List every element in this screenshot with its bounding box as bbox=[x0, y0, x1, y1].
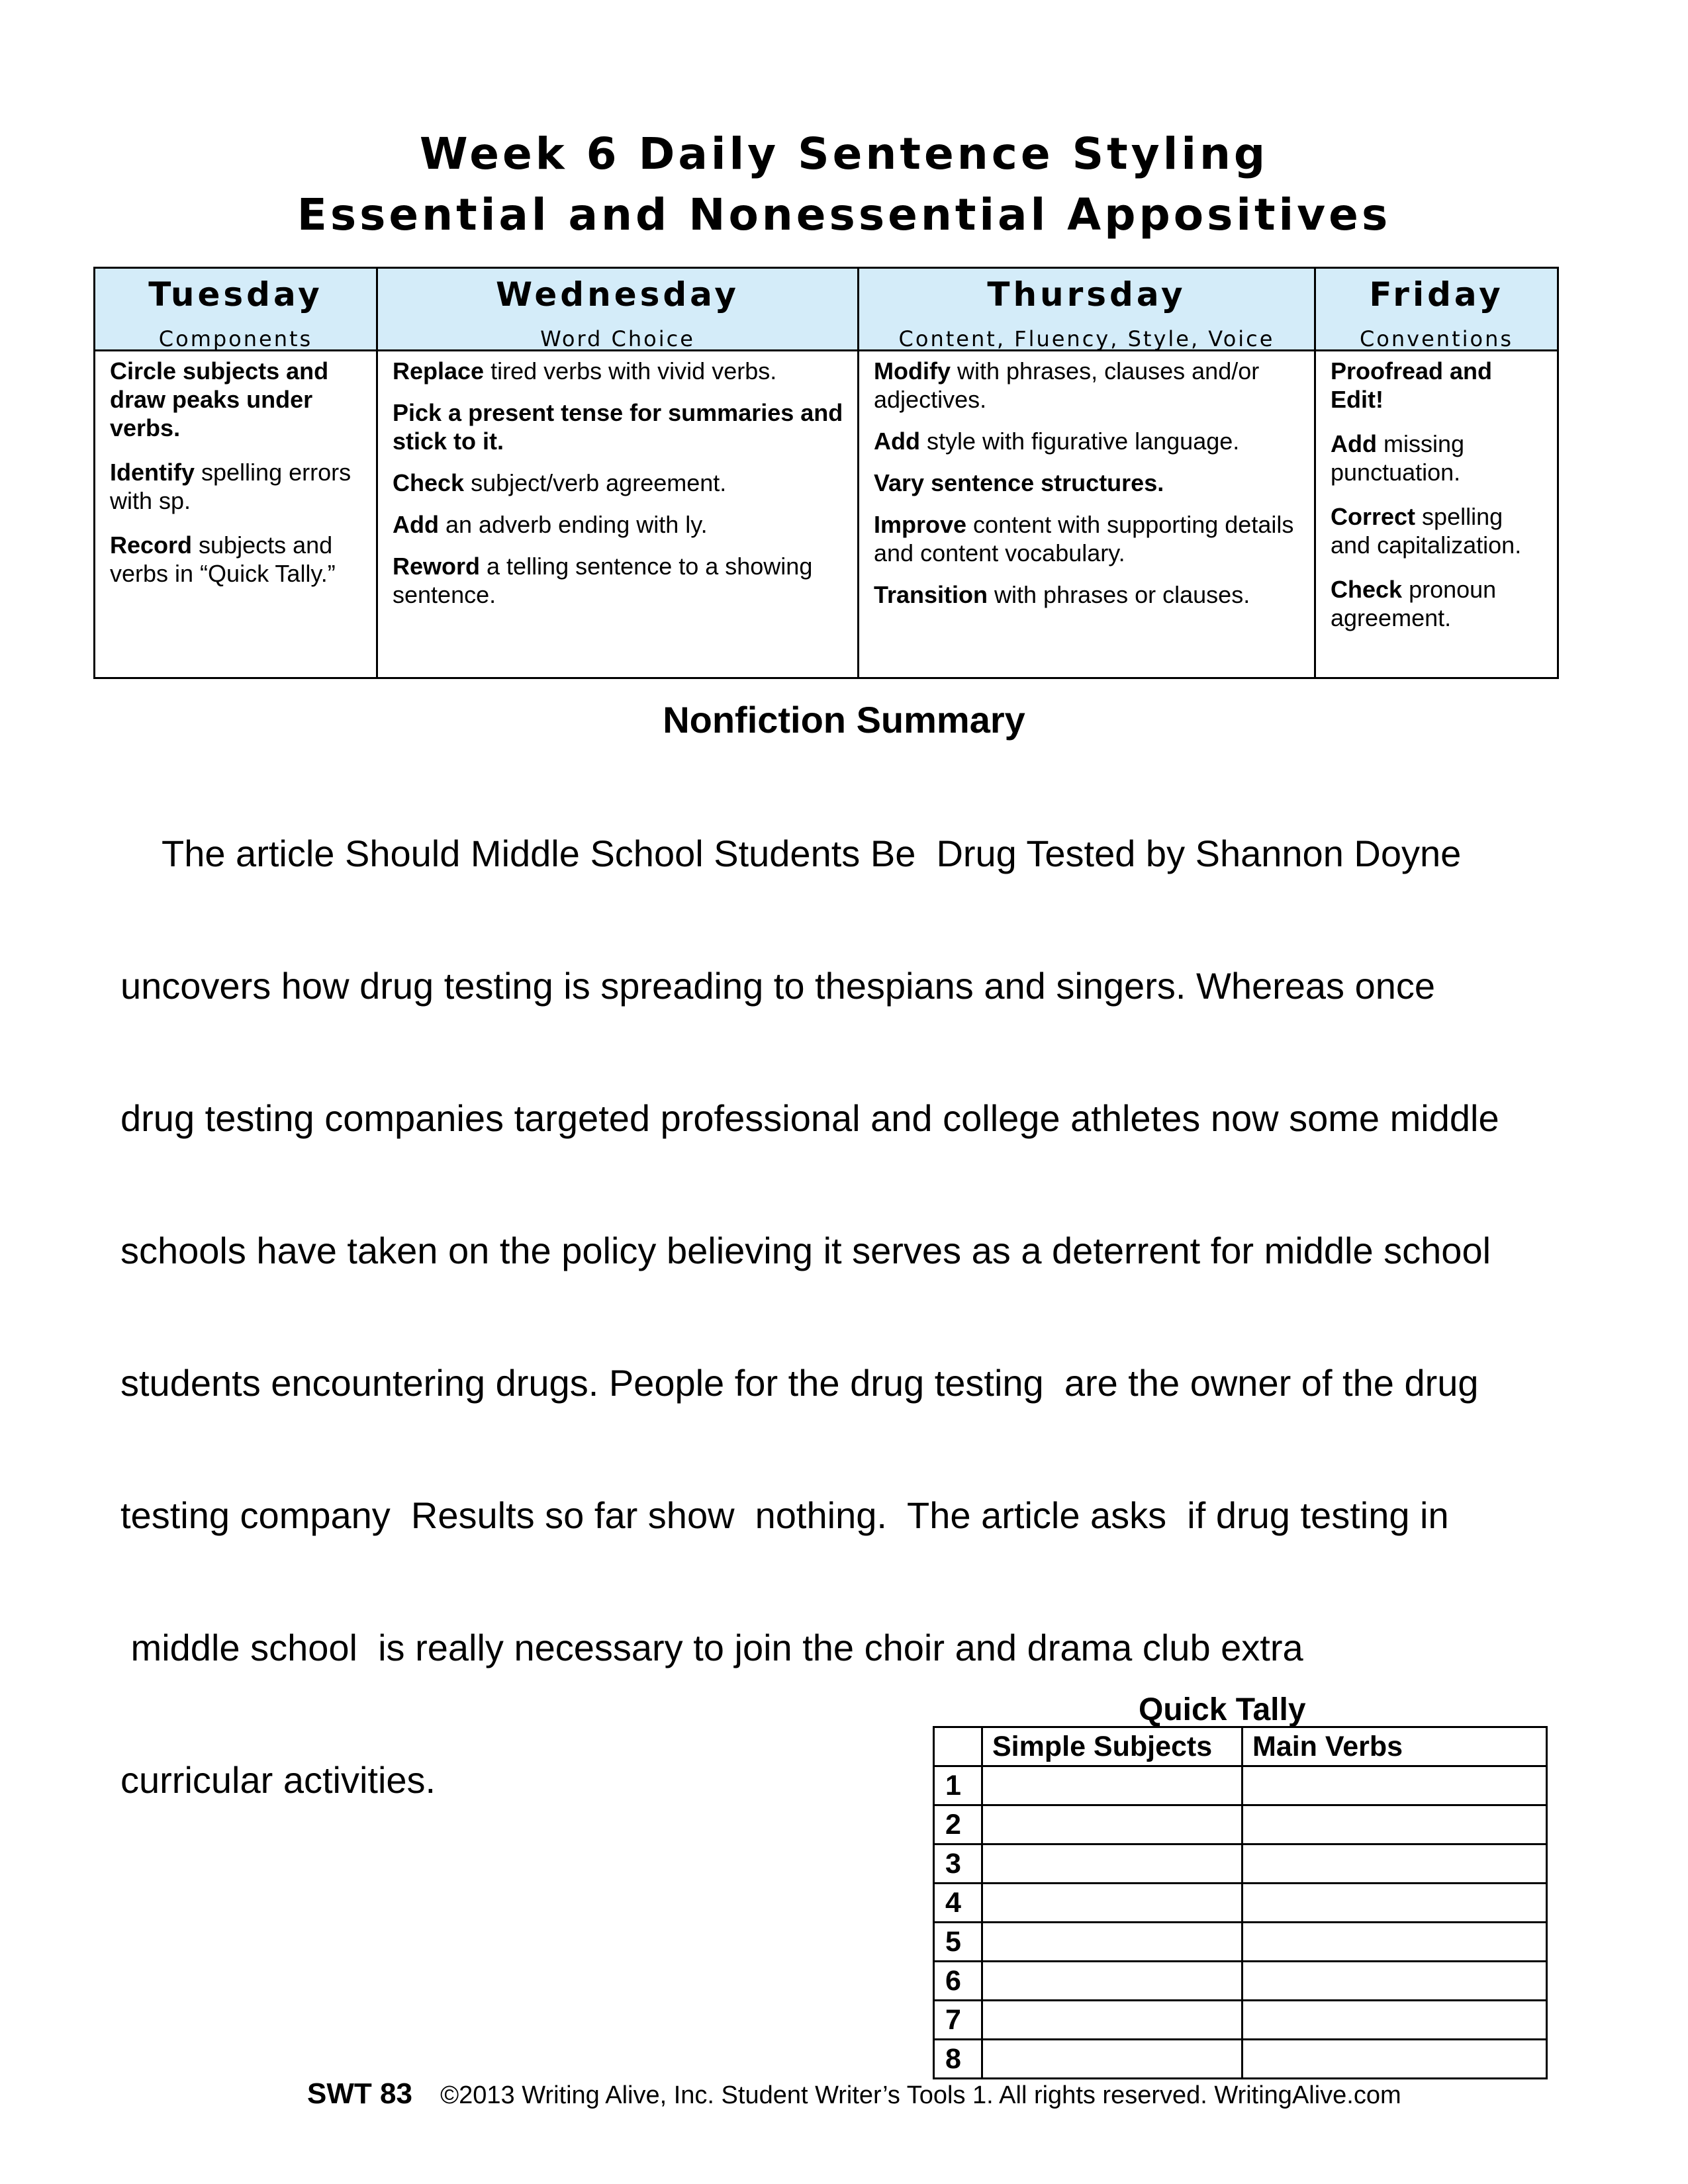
page-title-topic: Essential and Nonessential Appositives bbox=[297, 189, 1391, 240]
weekly-table-header-row bbox=[95, 268, 1558, 351]
tally-row-number: 2 bbox=[934, 1805, 982, 1844]
day-focus: Conventions bbox=[1359, 326, 1514, 351]
tally-row bbox=[934, 1962, 1547, 2001]
tally-row bbox=[934, 2040, 1547, 2079]
tally-row-number: 7 bbox=[934, 2001, 982, 2040]
task-item bbox=[110, 531, 364, 588]
tally-subject-cell[interactable] bbox=[982, 1923, 1243, 1962]
tally-verb-cell[interactable] bbox=[1243, 1844, 1547, 1884]
task-keyword: Circle subjects and draw peaks under verbs. bbox=[110, 357, 329, 441]
task-item bbox=[1331, 575, 1545, 632]
tally-subject-cell[interactable] bbox=[982, 1805, 1243, 1844]
tally-header-row bbox=[934, 1727, 1547, 1766]
task-keyword: Identify bbox=[110, 459, 195, 486]
summary-line: schools have taken on the policy believing it serves as a deterrent for middle school bbox=[120, 1230, 1491, 1271]
task-text: subject/verb agreement. bbox=[464, 469, 727, 496]
day-name: Thursday bbox=[987, 275, 1186, 314]
task-keyword: Add bbox=[1331, 430, 1377, 457]
task-item bbox=[393, 357, 845, 385]
quick-tally-table bbox=[933, 1726, 1548, 2079]
weekly-table-body-row bbox=[95, 351, 1558, 678]
task-keyword: Pick a present tense for summaries and stick to it. bbox=[393, 399, 843, 455]
tally-row-number: 4 bbox=[934, 1884, 982, 1923]
tally-header-subjects: Simple Subjects bbox=[982, 1727, 1243, 1766]
page-title-week: Week 6 Daily Sentence Styling bbox=[419, 128, 1269, 179]
task-text: with phrases, clauses and/or adjectives. bbox=[874, 357, 1260, 413]
task-item bbox=[393, 398, 845, 455]
task-keyword: Check bbox=[393, 469, 465, 496]
tally-verb-cell[interactable] bbox=[1243, 1962, 1547, 2001]
tally-row bbox=[934, 1766, 1547, 1805]
task-item bbox=[874, 580, 1302, 609]
task-keyword: Replace bbox=[393, 357, 485, 385]
wednesday-tasks bbox=[377, 351, 859, 678]
task-item bbox=[874, 427, 1302, 455]
day-name: Tuesday bbox=[148, 275, 323, 314]
task-item bbox=[110, 357, 364, 442]
tally-row-number: 5 bbox=[934, 1923, 982, 1962]
day-focus: Content, Fluency, Style, Voice bbox=[898, 326, 1275, 351]
page-footer bbox=[307, 2079, 1401, 2109]
friday-tasks bbox=[1315, 351, 1558, 678]
task-keyword: Add bbox=[874, 428, 920, 455]
task-keyword: Vary sentence structures. bbox=[874, 469, 1164, 496]
task-item bbox=[393, 552, 845, 609]
task-text: spelling and capitalization. bbox=[1331, 503, 1522, 559]
tally-row-number: 8 bbox=[934, 2040, 982, 2079]
summary-heading: Nonfiction Summary bbox=[663, 699, 1025, 741]
tally-verb-cell[interactable] bbox=[1243, 1766, 1547, 1805]
page-code: SWT 83 bbox=[307, 2077, 412, 2110]
tally-row bbox=[934, 1884, 1547, 1923]
summary-line: curricular activities. bbox=[120, 1759, 436, 1801]
tally-header-number bbox=[934, 1727, 982, 1766]
day-header-friday bbox=[1315, 268, 1558, 351]
task-item bbox=[1331, 502, 1545, 559]
quick-tally-title: Quick Tally bbox=[1139, 1692, 1306, 1727]
day-header-tuesday bbox=[95, 268, 377, 351]
summary-line: testing company Results so far show nothing. The article asks if drug testing in bbox=[120, 1494, 1449, 1536]
task-item bbox=[393, 469, 845, 497]
tuesday-tasks bbox=[95, 351, 377, 678]
day-focus: Components bbox=[158, 326, 313, 351]
task-keyword: Modify bbox=[874, 357, 951, 385]
task-keyword: Proofread and Edit! bbox=[1331, 357, 1493, 413]
task-item bbox=[874, 510, 1302, 567]
summary-line: students encountering drugs. People for the drug testing are the owner of the drug bbox=[120, 1362, 1479, 1404]
tally-row bbox=[934, 2001, 1547, 2040]
tally-header-verbs: Main Verbs bbox=[1243, 1727, 1547, 1766]
day-name: Wednesday bbox=[496, 275, 739, 314]
task-text: pronoun agreement. bbox=[1331, 576, 1497, 631]
task-text: spelling errors with sp. bbox=[110, 459, 352, 514]
tally-row-number: 3 bbox=[934, 1844, 982, 1884]
tally-row bbox=[934, 1923, 1547, 1962]
tally-verb-cell[interactable] bbox=[1243, 1923, 1547, 1962]
task-item bbox=[1331, 430, 1545, 486]
tally-verb-cell[interactable] bbox=[1243, 1805, 1547, 1844]
copyright-text: ©2013 Writing Alive, Inc. Student Writer’s Tools 1. All rights reserved. WritingAlive.com bbox=[412, 2081, 1401, 2109]
task-item bbox=[1331, 357, 1545, 414]
tally-row-number: 1 bbox=[934, 1766, 982, 1805]
task-item bbox=[110, 458, 364, 515]
task-text: content with supporting details and content vocabulary. bbox=[874, 511, 1294, 567]
task-keyword: Improve bbox=[874, 511, 967, 538]
task-text: tired verbs with vivid verbs. bbox=[484, 357, 777, 385]
task-text: subjects and verbs in “Quick Tally.” bbox=[110, 531, 336, 587]
task-keyword: Transition bbox=[874, 581, 988, 608]
tally-row bbox=[934, 1844, 1547, 1884]
day-focus: Word Choice bbox=[540, 326, 695, 351]
summary-line: middle school is really necessary to join the choir and drama club extra bbox=[120, 1627, 1303, 1668]
tally-subject-cell[interactable] bbox=[982, 2040, 1243, 2079]
tally-row bbox=[934, 1805, 1547, 1844]
task-text: with phrases or clauses. bbox=[988, 581, 1250, 608]
summary-line: The article Should Middle School Students Be Drug Tested by Shannon Doyne bbox=[162, 833, 1462, 874]
task-keyword: Reword bbox=[393, 553, 481, 580]
tally-verb-cell[interactable] bbox=[1243, 1884, 1547, 1923]
day-name: Friday bbox=[1369, 275, 1504, 314]
tally-subject-cell[interactable] bbox=[982, 2001, 1243, 2040]
day-header-thursday bbox=[859, 268, 1315, 351]
tally-subject-cell[interactable] bbox=[982, 1766, 1243, 1805]
task-text: style with figurative language. bbox=[919, 428, 1240, 455]
thursday-tasks bbox=[859, 351, 1315, 678]
task-keyword: Correct bbox=[1331, 503, 1416, 530]
tally-verb-cell[interactable] bbox=[1243, 2001, 1547, 2040]
task-text: an adverb ending with ly. bbox=[438, 511, 708, 538]
day-header-wednesday bbox=[377, 268, 859, 351]
tally-verb-cell[interactable] bbox=[1243, 2040, 1547, 2079]
task-item bbox=[874, 357, 1302, 414]
task-item bbox=[393, 510, 845, 539]
summary-line: drug testing companies targeted professional and college athletes now some middle bbox=[120, 1097, 1499, 1139]
tally-row-number: 6 bbox=[934, 1962, 982, 2001]
weekly-styling-table bbox=[93, 267, 1559, 679]
task-text: a telling sentence to a showing sentence. bbox=[393, 553, 813, 608]
summary-line: uncovers how drug testing is spreading to thespians and singers. Whereas once bbox=[120, 965, 1436, 1007]
task-text: missing punctuation. bbox=[1331, 430, 1465, 486]
task-keyword: Add bbox=[393, 511, 439, 538]
tally-subject-cell[interactable] bbox=[982, 1962, 1243, 2001]
task-keyword: Check bbox=[1331, 576, 1403, 603]
task-keyword: Record bbox=[110, 531, 193, 559]
task-item bbox=[874, 469, 1302, 497]
tally-subject-cell[interactable] bbox=[982, 1884, 1243, 1923]
tally-subject-cell[interactable] bbox=[982, 1844, 1243, 1884]
